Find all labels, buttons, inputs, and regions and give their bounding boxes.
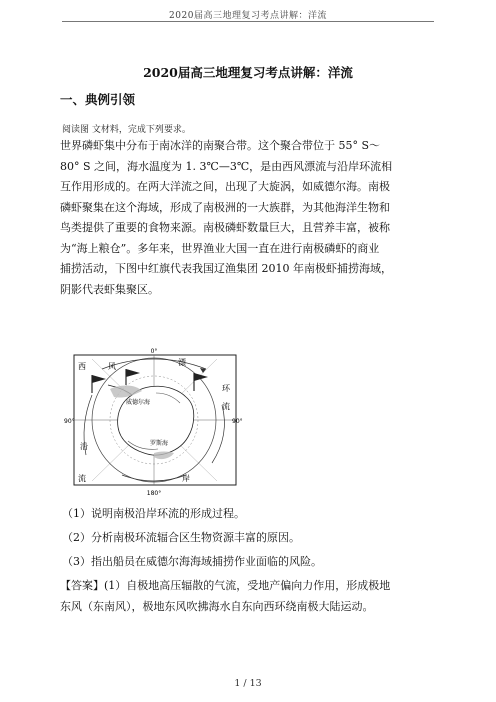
- answer-line: 【答案】(1）自极地高压辐散的气流，受地产偏向力作用，形成极地: [60, 579, 391, 592]
- left-label: 90°: [64, 418, 75, 425]
- current-label: 漂: [178, 358, 186, 367]
- paragraph-line: 鸟类提供了重要的食物来源。南极磷虾数量巨大，且营养丰富，被称: [60, 221, 390, 234]
- intro-text: 阅读图 文材料，完成下列要求。: [62, 125, 191, 135]
- answer-block: [60, 576, 444, 617]
- section-heading: 一、典例引领: [60, 92, 136, 107]
- paragraph-line: 阴影代表虾集聚区。: [60, 282, 159, 296]
- current-label: 流: [78, 474, 86, 483]
- bottom-label: 180°: [146, 490, 162, 497]
- question-3: （3）指出船员在威德尔海海域捕捞作业面临的风险。: [62, 555, 322, 568]
- current-label: 西: [78, 362, 86, 371]
- paragraph-line: 世界磷虾集中分布于南冰洋的南聚合带。这个聚合带位于 55° S～: [60, 139, 381, 152]
- current-label: 沿: [80, 442, 88, 451]
- paragraph-line: 为“海上粮仓”。多年来，世界渔业大国一直在进行南极磷虾的商业: [60, 241, 380, 255]
- weddell-sea-label: 威德尔海: [126, 399, 151, 406]
- top-label: 0°: [150, 348, 158, 355]
- paragraph-line: 捕捞活动，下图中红旗代表我国辽渔集团 2010 年南极虾捕捞海域，: [60, 262, 392, 275]
- ross-sea-label: 罗斯海: [150, 440, 169, 447]
- page-header: [0, 0, 496, 22]
- map-svg: [62, 345, 244, 497]
- document-title: 2020届高三地理复习考点讲解：洋流: [143, 65, 353, 80]
- current-label: 流: [222, 402, 230, 411]
- header-rule: [62, 21, 434, 22]
- current-label: 岸: [182, 474, 190, 483]
- right-label: 90°: [232, 418, 243, 425]
- paragraph-line: 80° S 之间，海水温度为 1. 3℃—3℃，是由西风漂流与沿岸环流相: [60, 159, 393, 173]
- question-1: （1）说明南极沿岸环流的形成过程。: [62, 507, 245, 520]
- main-paragraph: [60, 136, 444, 300]
- paragraph-line: 磷虾聚集在这个海域，形成了南极洲的一大族群，为其他海洋生物和: [60, 200, 390, 214]
- answer-line: 东风（东南风），极地东风吹拂海水自东向西环绕南极大陆运动。: [60, 599, 374, 613]
- header-text: 2020届高三地理复习考点讲解：洋流: [169, 11, 327, 21]
- current-label: 风: [108, 362, 116, 371]
- page-number: 1 / 13: [234, 678, 262, 689]
- question-2: （2）分析南极环流辐合区生物资源丰富的原因。: [62, 531, 300, 544]
- current-label: 环: [222, 384, 230, 393]
- antarctic-current-map: [62, 345, 244, 497]
- paragraph-line: 互作用形成的。在两大洋流之间，出现了大旋涡，如威德尔海。南极: [60, 180, 390, 193]
